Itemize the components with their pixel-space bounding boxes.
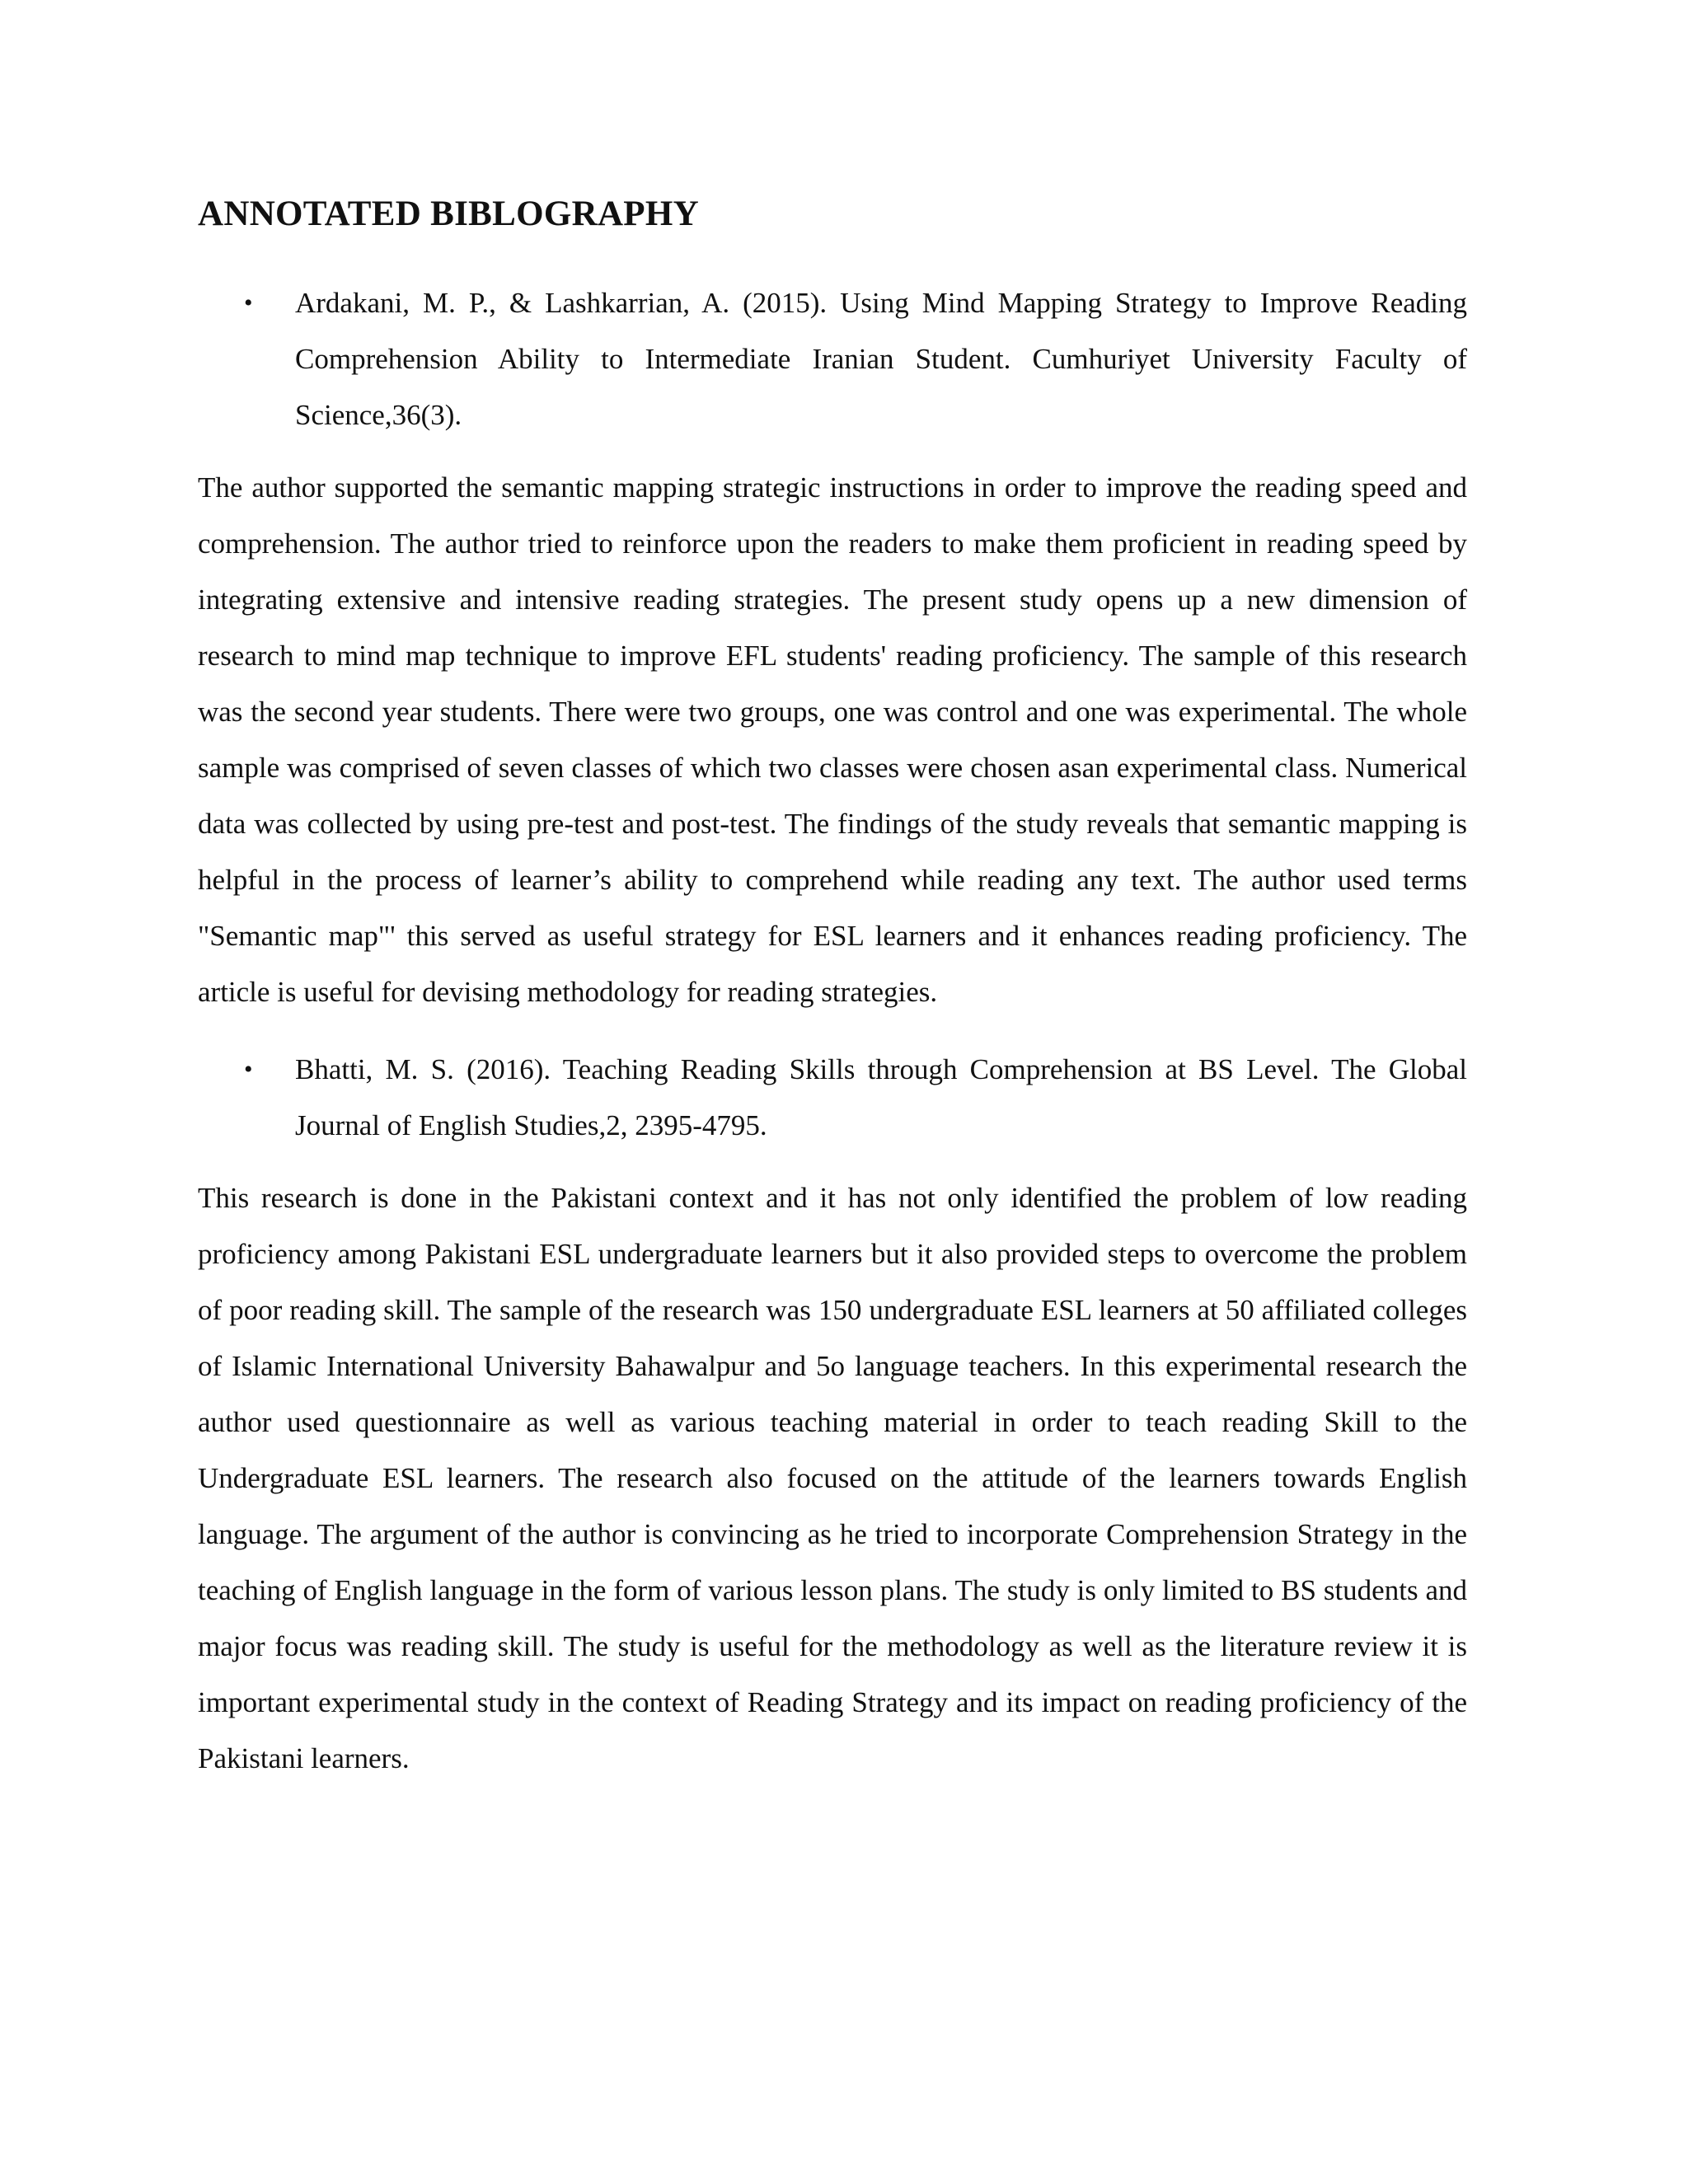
annotation-paragraph-2: This research is done in the Pakistani context and it has not only identified the problem of low reading proficiency among Pakistani ESL undergraduate learners but it also provided steps to overcome the problem of poor reading skill. The sample of the research was 150 undergraduate ESL learners at 50 affiliated colleges of Islamic International University Bahawalpur and 5o language teachers. In this experimental research the author used questionnaire as well as various teaching material in order to teach reading Skill to the Undergraduate ESL learners. The research also focused on the attitude of the learners towards English language. The argument of the author is convincing as he tried to incorporate Comprehension Strategy in the teaching of English language in the form of various lesson plans. The study is only limited to BS students and major focus was reading skill. The study is useful for the methodology as well as the literature review it is important experimental study in the context of Reading Strategy and its impact on reading proficiency of the Pakistani learners.	[198, 1182, 1467, 1774]
citation-text: Ardakani, M. P., & Lashkarrian, A. (2015). Using Mind Mapping Strategy to Improve Reading Comprehension Ability to Intermediate Iranian Student. Cumhuriyet University Faculty of Science,36(3).	[295, 287, 1467, 431]
bullet-icon: •	[244, 1056, 253, 1083]
page-title: ANNOTATED BIBLOGRAPHY	[198, 194, 699, 233]
citation-entry-1	[198, 275, 1467, 443]
citation-text: Bhatti, M. S. (2016). Teaching Reading Skills through Comprehension at BS Level. The Global Journal of English Studies,2, 2395-4795.	[295, 1053, 1467, 1141]
bullet-icon: •	[244, 289, 253, 316]
document-page	[198, 191, 1467, 1808]
annotation-paragraph-1: The author supported the semantic mapping strategic instructions in order to improve the reading speed and comprehension. The author tried to reinforce upon the readers to make them proficient in reading speed by integrating extensive and intensive reading strategies. The present study opens up a new dimension of research to mind map technique to improve EFL students' reading proficiency. The sample of this research was the second year students. There were two groups, one was control and one was experimental. The whole sample was comprised of seven classes of which two classes were chosen asan experimental class. Numerical data was collected by using pre-test and post-test. The findings of the study reveals that semantic mapping is helpful in the process of learner’s ability to comprehend while reading any text. The author used terms "Semantic map"' this served as useful strategy for ESL learners and it enhances reading proficiency. The article is useful for devising methodology for reading strategies.	[198, 471, 1467, 1008]
citation-entry-2	[198, 1042, 1467, 1154]
